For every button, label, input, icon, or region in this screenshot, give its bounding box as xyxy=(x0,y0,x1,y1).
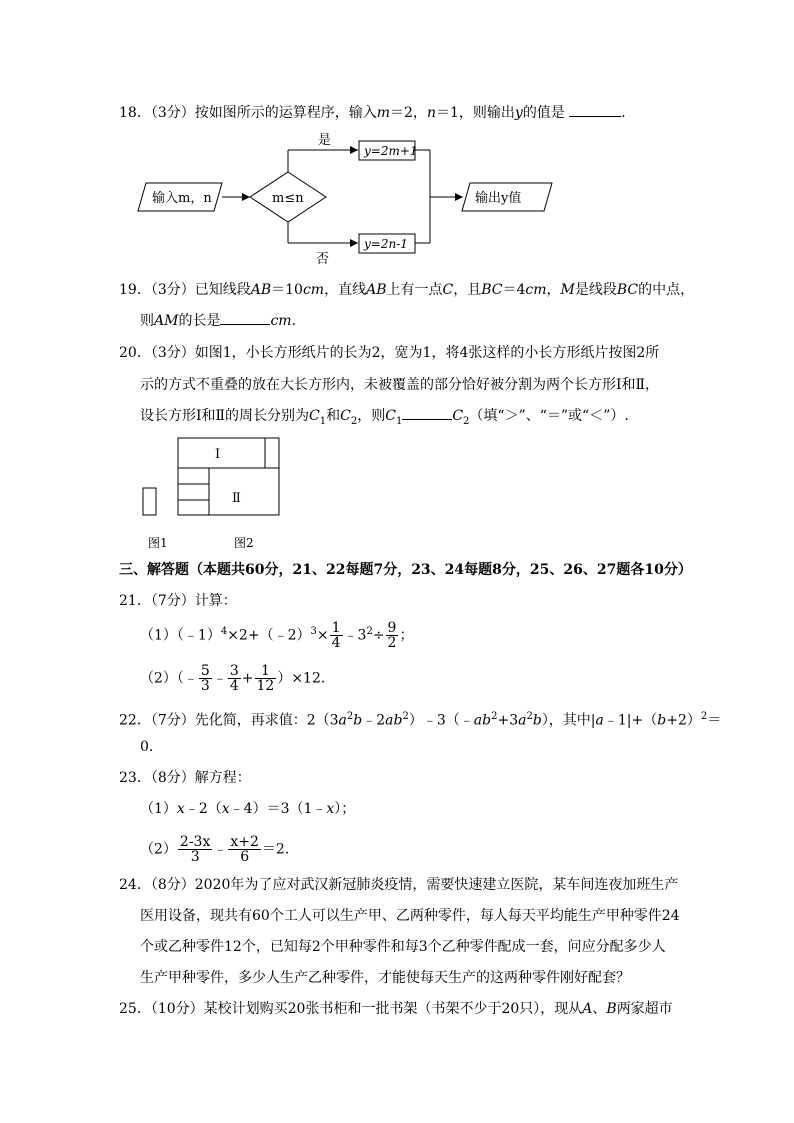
q23-head: 23．（8分）解方程： xyxy=(119,770,251,786)
answer-blank xyxy=(569,116,621,117)
q22-line1: 22．（7分）先化简，再求值：$2(3a^2b﹣2ab^2)﹣3(﹣ab^2+3a^2b)$，其中$|a﹣1|+(b+2)^2=$ xyxy=(119,711,722,729)
section-3-heading: 三、解答题（本题共60分，21、22每题7分，23、24每题8分，25、26、27题各10分） xyxy=(119,562,692,578)
region-I-label: Ⅰ xyxy=(215,447,221,462)
answer-blank xyxy=(402,419,452,420)
top-box-label: y=2m+1 xyxy=(364,144,418,158)
fig2-outer-rect xyxy=(178,438,279,515)
fraction: $\frac{9}{2}$ xyxy=(387,620,397,651)
q24-line3: 个或乙种零件12个，已知每2个甲种零件和每3个乙种零件配成一套，问应分配多少人 xyxy=(140,939,666,955)
fig1-rect xyxy=(143,488,156,515)
q24-line1: 24．（8分）2020年为了应对武汉新冠肺炎疫情，需要快速建立医院，某车间连夜加班生产 xyxy=(119,877,679,893)
q19-line2: 则AM的长是 cm. xyxy=(140,313,297,329)
condition-label: m≤n xyxy=(272,191,304,206)
bottom-box-label: y=2n-1 xyxy=(364,237,408,251)
q24-line2: 医用设备，现共有60个工人可以生产甲、乙两种零件，每人每天平均能生产甲种零件24 xyxy=(140,908,680,924)
fig2-caption: 图2 xyxy=(234,536,254,550)
q20-figures xyxy=(135,432,295,557)
q18-stem: 18．（3分）按如图所示的运算程序，输入m＝2，n＝1，则输出y的值是 . xyxy=(119,105,626,121)
fraction: $\frac{1}{12}$ xyxy=(256,663,275,694)
q20-line1: 20．（3分）如图1，小长方形纸片的长为2，宽为1，将4张这样的小长方形纸片按图2所 xyxy=(119,345,660,361)
answer-blank xyxy=(220,324,270,325)
fraction: $\frac{1}{4}$ xyxy=(331,620,341,651)
no-label: 否 xyxy=(316,252,330,267)
fraction: $\frac{2-3x}{3}$ xyxy=(179,834,211,865)
output-label: 输出y值 xyxy=(475,191,522,206)
q21-part1: （1）（﹣1）$^4$×2+（﹣2）$^3$× $\frac{1}{4}$ $﹣3^2\div$ $\frac{9}{2}$ ； xyxy=(140,620,414,651)
q23-part2: （2） $\frac{2-3x}{3}$ ﹣ $\frac{x+2}{6}$ ＝2. xyxy=(140,834,290,865)
yes-label: 是 xyxy=(318,133,332,148)
q21-part2: （2）（﹣ $\frac{5}{3}$ ﹣ $\frac{3}{4}$ + $\frac{1}{12}$ ）×12. xyxy=(140,663,326,694)
q21-head: 21．（7分）计算： xyxy=(119,593,237,609)
q18-flowchart xyxy=(130,130,660,270)
fig1-caption: 图1 xyxy=(148,536,168,550)
input-label: 输入m，n xyxy=(152,191,212,206)
q24-line4: 生产甲种零件，多少人生产乙种零件，才能使每天生产的这两种零件刚好配套？ xyxy=(140,970,630,986)
q20-line2: 示的方式不重叠的放在大长方形内，未被覆盖的部分恰好被分割为两个长方形Ⅰ和Ⅱ， xyxy=(140,377,660,393)
region-II-label: Ⅱ xyxy=(232,491,241,506)
fraction: $\frac{x+2}{6}$ xyxy=(230,834,259,865)
q22-line2: 0. xyxy=(140,739,154,755)
q25-line1: 25．（10分）某校计划购买20张书柜和一批书架（书架不少于20只），现从A、B两家超市 xyxy=(119,1001,673,1017)
fraction: $\frac{5}{3}$ xyxy=(200,663,210,694)
q19-line1: 19．（3分）已知线段AB＝10cm，直线AB上有一点C，且BC＝4cm，M是线段BC的中点， xyxy=(119,282,695,298)
q23-part1: （1）x﹣2（x﹣4）＝3（1﹣x）； xyxy=(140,801,356,817)
fraction: $\frac{3}{4}$ xyxy=(229,663,239,694)
q20-line3: 设长方形Ⅰ和Ⅱ的周长分别为$C_1$和$C_2$，则$C_1$ $C_2$（填“＞”、“＝”或“＜”）. xyxy=(140,408,629,427)
